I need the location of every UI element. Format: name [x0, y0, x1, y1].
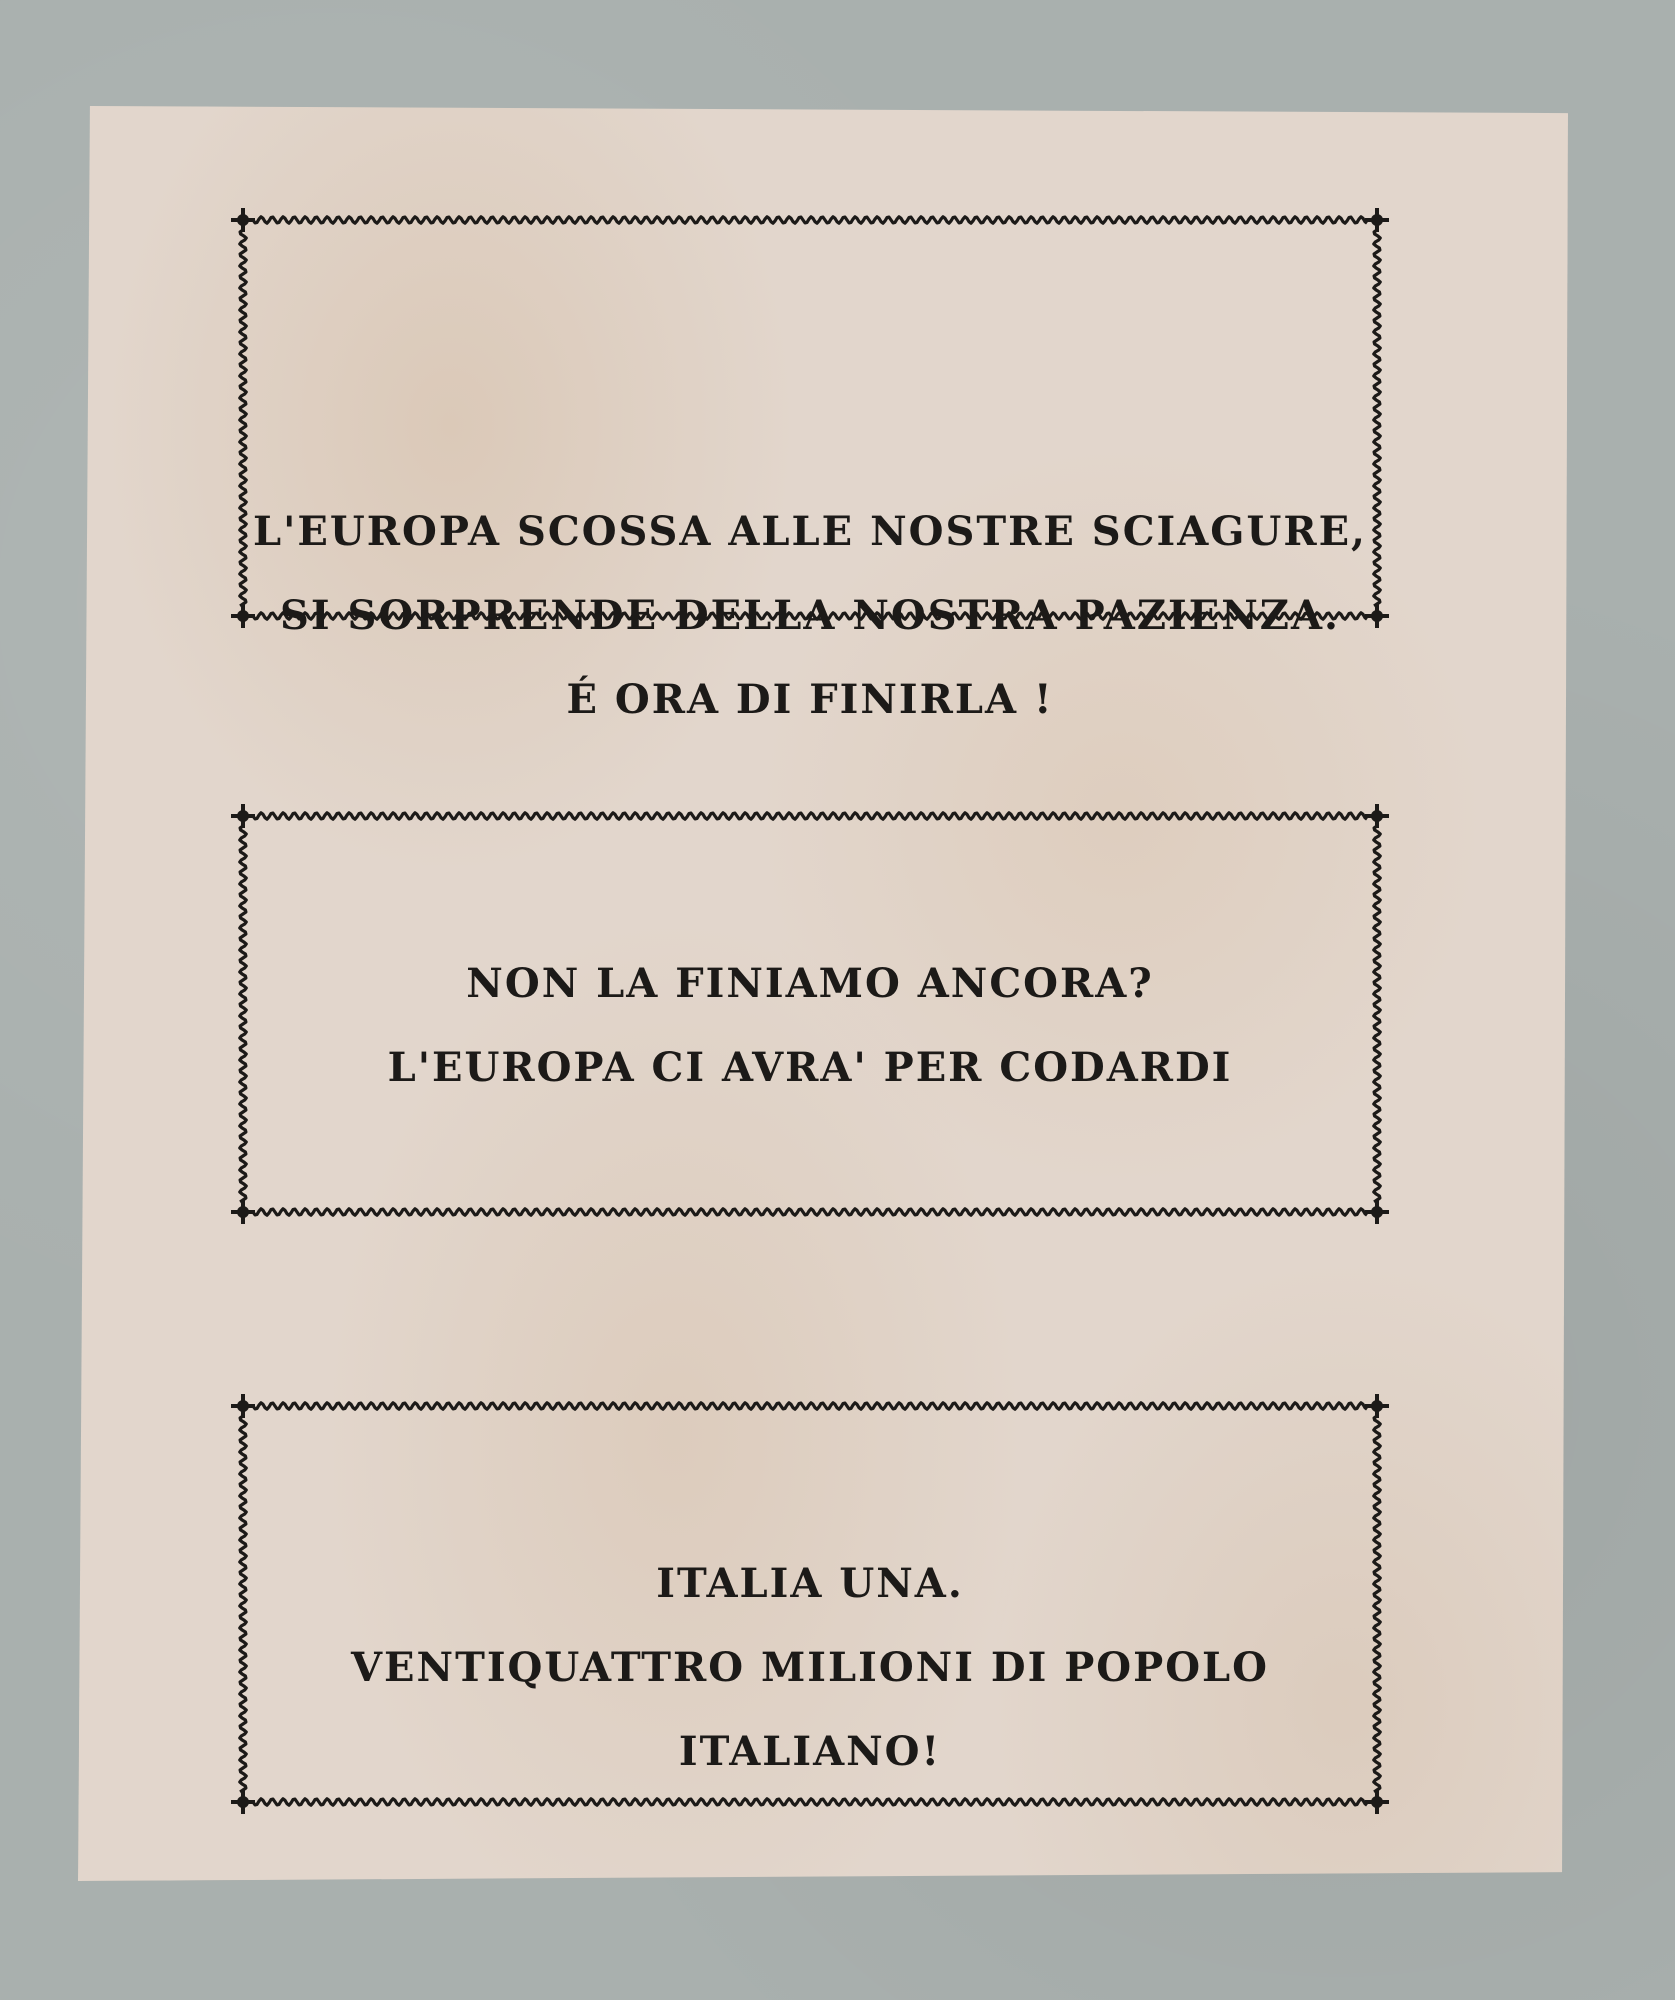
corner-ornament-icon — [231, 1394, 255, 1418]
panel-3-line-1: ITALIA UNA. — [656, 1560, 964, 1607]
text-panel-1 — [235, 212, 1385, 723]
corner-ornament-icon — [231, 208, 255, 232]
border-edge-1 — [253, 1403, 1367, 1409]
text-panel-3 — [235, 1398, 1385, 1810]
panel-2-line-1: NON LA FINIAMO ANCORA? — [466, 960, 1154, 1007]
panel-3-text — [235, 1542, 1385, 1794]
border-edge-1 — [253, 813, 1367, 819]
panel-2-line-2: L'EUROPA CI AVRA' PER CODARDI — [387, 1044, 1233, 1091]
panel-3-line-3: ITALIANO! — [678, 1728, 942, 1775]
panel-3-line-2: VENTIQUATTRO MILIONI DI POPOLO — [350, 1644, 1270, 1691]
text-panel-2 — [235, 808, 1385, 1220]
corner-ornament-icon — [231, 804, 255, 828]
border-edge-2 — [253, 1799, 1367, 1805]
panel-1-text — [235, 490, 1385, 742]
panel-1-line-3: É ORA DI FINIRLA ! — [566, 676, 1054, 723]
panel-2-text — [235, 942, 1385, 1110]
panel-1-line-2: SI SORPRENDE DELLA NOSTRA PAZIENZA. — [280, 592, 1340, 639]
border-edge-2 — [253, 1209, 1367, 1215]
border-edge-1 — [253, 217, 1367, 223]
panel-1-line-1: L'EUROPA SCOSSA ALLE NOSTRE SCIAGURE, — [253, 508, 1367, 555]
